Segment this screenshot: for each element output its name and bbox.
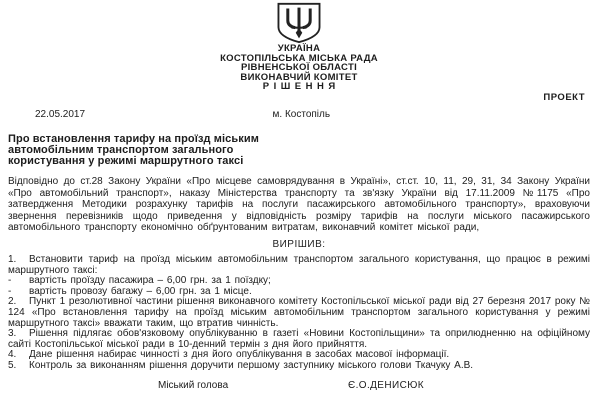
meta-row <box>8 109 590 121</box>
item-text: Рішення підлягає обов'язковому опублікуванню в газеті «Новини Костопільщини» та оприлюдненню на офіційному сайті Костопільської міської ради в 10-денний термін з дня його прийняття. <box>8 328 590 350</box>
header-country: УКРАЇНА <box>277 43 321 54</box>
item-text: Встановити тариф на проїзд міським автомобільним транспортом загального користування, що працює в режимі маршрутного таксі: <box>8 253 590 276</box>
header-council: КОСТОПІЛЬСЬКА МІСЬКА РАДА <box>220 52 378 64</box>
document-date: 22.05.2017 <box>35 108 86 120</box>
document-type-label: РІШЕННЯ <box>262 81 340 93</box>
item-text: Пункт 1 резолютивної частини рішення виконавчого комітету Костопільської міської ради від 27 березня 2017 року № 124 «Про встановлення тарифу на проїзд міським автомобільним транспортом загального користування у режимі маршрутного таксі» вважати таким, що втратив чинність. <box>8 296 590 329</box>
item-marker: 5. <box>8 359 17 371</box>
signature-name: Є.О.ДЕНИСЮК <box>348 380 424 392</box>
header-region: РІВНЕНСЬКОЇ ОБЛАСТІ <box>240 62 358 74</box>
item-marker: - <box>8 285 12 297</box>
item-marker: 1. <box>8 253 17 265</box>
header-committee: ВИКОНАВЧИЙ КОМІТЕТ <box>240 71 358 83</box>
item-marker: 2. <box>8 296 17 308</box>
resolution-list <box>8 255 590 372</box>
signature-position: Міський голова <box>158 380 229 392</box>
item-marker: 4. <box>8 349 17 361</box>
resolution-item-3 <box>8 329 590 350</box>
resolution-item-5 <box>8 361 590 372</box>
resolution-item-2 <box>8 297 590 329</box>
item-text: Дане рішення набирає чинності з дня його опублікування в засобах масової інформації. <box>29 349 450 361</box>
resolved-label: ВИРІШИВ: <box>272 238 326 250</box>
resolution-item-1 <box>8 255 590 276</box>
item-marker: - <box>8 275 12 287</box>
document-title: Про встановлення тарифу на проїзд міським автомобільним транспортом загального користування у режимі маршрутного таксі <box>8 132 259 167</box>
item-text: вартість проїзду пасажира – 6,00 грн. за 1 поїздку; <box>29 275 271 287</box>
signature-row <box>8 380 590 392</box>
item-text: вартість провозу багажу – 6,00 грн. за 1 місце. <box>29 285 252 297</box>
item-text: Контроль за виконанням рішення доручити першому заступнику міського голови Ткачуку А.В. <box>29 359 474 371</box>
preamble-paragraph: Відповідно до ст.28 Закону України «Про місцеве самоврядування в Україні», ст.ст. 10, 11, 29, 31, 34 Закону України «Про автомобільний транспорт», наказу Міністерства транспорту та зв'язку України від 17.11.2009 №1175 «Про затвердження Методики розрахунку тарифів на послуги пасажирського автомобільного транспорту», враховуючи звернення перевізників щодо приведення у відповідність розміру тарифів на послуги міського пасажирського автомобільного транспорту економічно обґрунтованим витратам, виконавчий комітет міської ради, <box>8 175 590 234</box>
draft-label: ПРОЕКТ <box>543 91 585 103</box>
item-marker: 3. <box>8 328 17 340</box>
document-place: м. Костопіль <box>272 108 331 120</box>
ukraine-trident-emblem <box>8 2 590 44</box>
